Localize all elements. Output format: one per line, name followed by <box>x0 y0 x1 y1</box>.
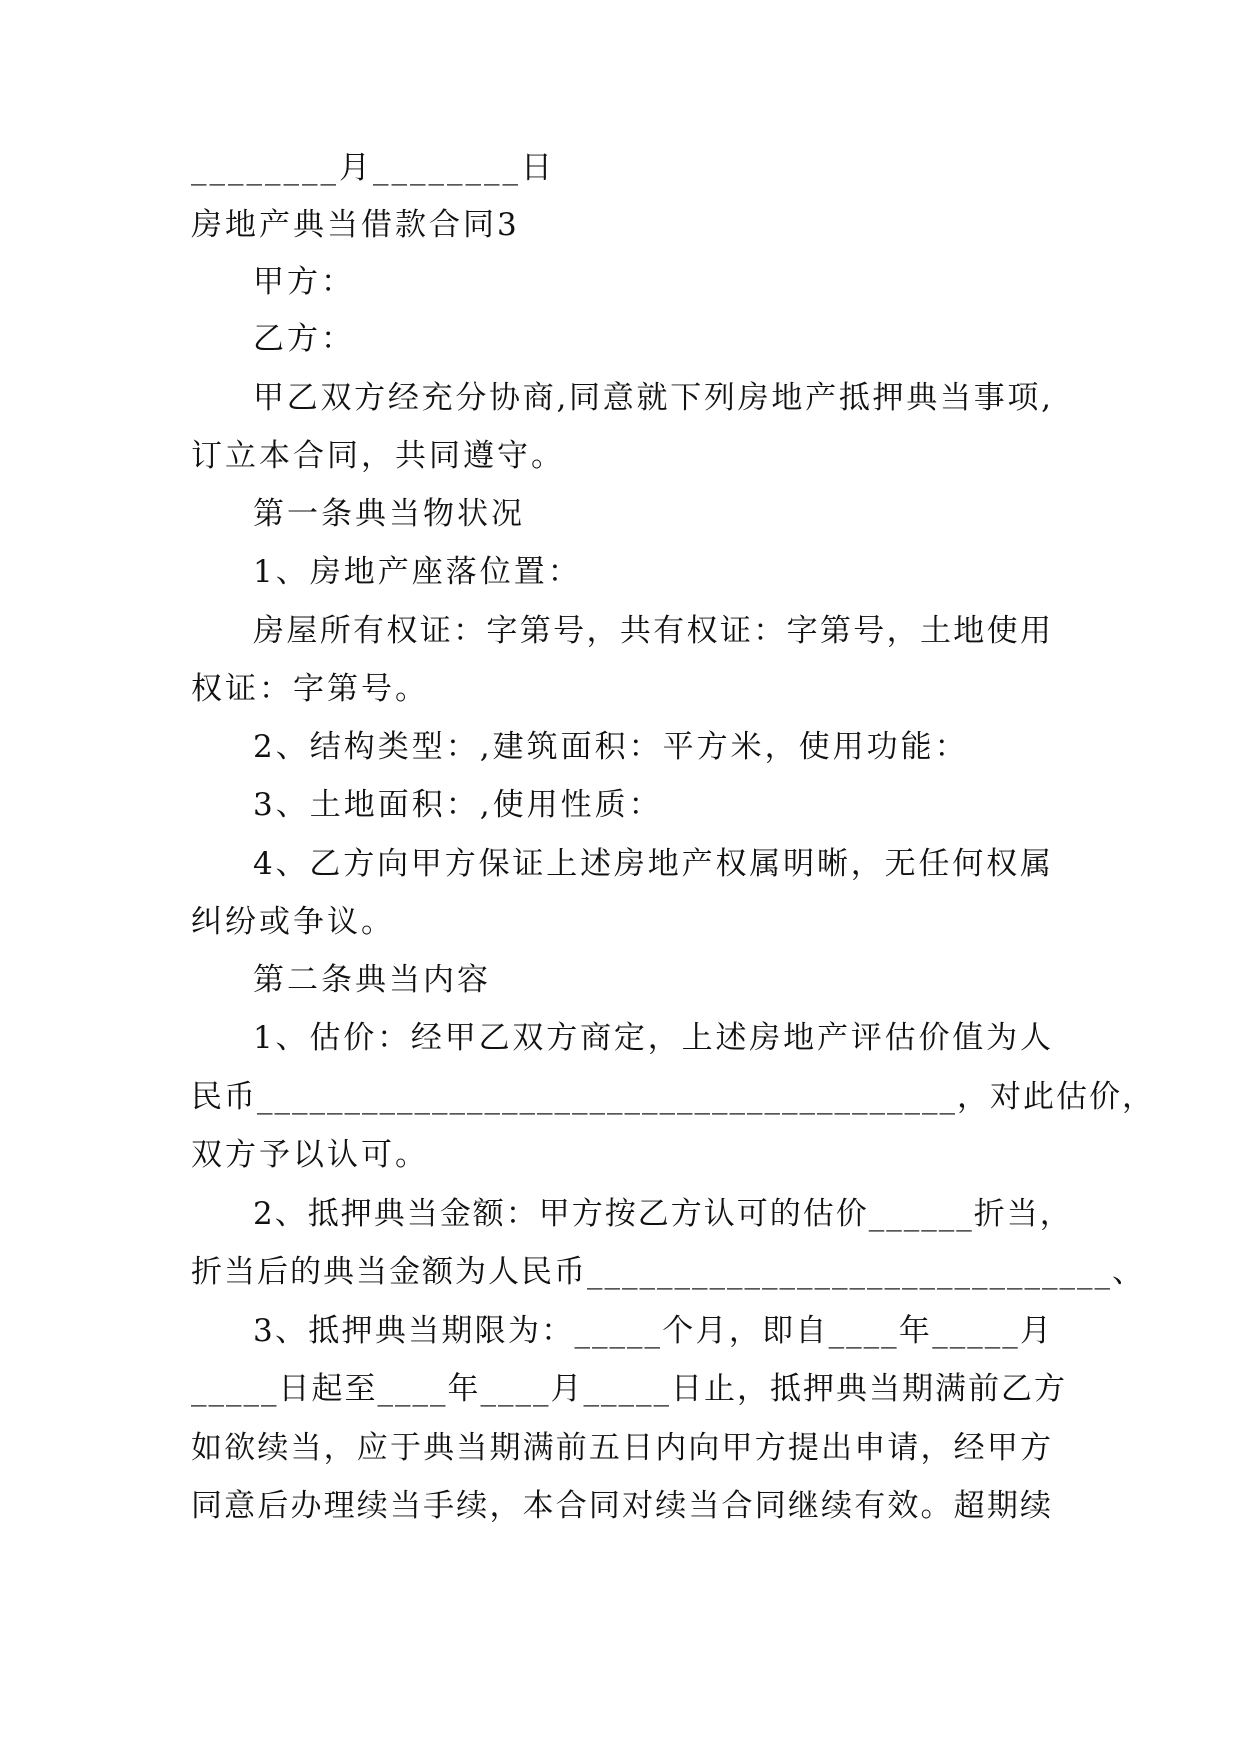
article-heading: 第一条典当物状况 <box>253 496 525 532</box>
clause-line: 3、抵押典当期限为：_____个月，即自____年_____月 <box>253 1313 1053 1349</box>
paragraph-line: 订立本合同，共同遵守。 <box>191 438 565 474</box>
clause-line: 纠纷或争议。 <box>191 904 395 940</box>
clause-line: 双方予以认可。 <box>191 1137 429 1173</box>
clause-line: 1、估价：经甲乙双方商定，上述房地产评估价值为人 <box>253 1020 1053 1056</box>
article-heading: 第二条典当内容 <box>253 962 491 998</box>
clause-line: 折当后的典当金额为人民币______________________________、 <box>191 1254 1145 1290</box>
clause-line: 1、房地产座落位置： <box>253 554 582 590</box>
document-title: 房地产典当借款合同3 <box>191 207 520 243</box>
month-label: 月 <box>339 150 373 186</box>
clause-line: 房屋所有权证：字第号，共有权证：字第号，土地使用 <box>253 613 1053 649</box>
clause-line: 如欲续当，应于典当期满前五日内向甲方提出申请，经甲方 <box>191 1430 1053 1466</box>
clause-line: 民币________________________________________，对此估价， <box>191 1079 1155 1115</box>
clause-line: 3、土地面积：,使用性质： <box>253 787 663 823</box>
clause-line: 同意后办理续当手续，本合同对续当合同继续有效。超期续 <box>191 1488 1053 1524</box>
paragraph-line: 甲乙双方经充分协商,同意就下列房地产抵押典当事项, <box>253 380 1053 416</box>
clause-line: 4、乙方向甲方保证上述房地产权属明晰，无任何权属 <box>253 846 1053 882</box>
clause-line: 权证：字第号。 <box>191 671 429 707</box>
clause-line: 2、抵押典当金额：甲方按乙方认可的估价______折当， <box>253 1196 1073 1232</box>
clause-line: 2、结构类型：,建筑面积：平方米，使用功能： <box>253 729 969 765</box>
month-blank: ________ <box>191 150 339 186</box>
party-a-line: 甲方： <box>253 264 355 300</box>
day-label: 日 <box>521 150 555 186</box>
clause-line: _____日起至____年____月_____日止，抵押典当期满前乙方 <box>191 1371 1067 1407</box>
date-line <box>191 148 1053 188</box>
party-b-line: 乙方： <box>253 321 355 357</box>
day-blank: ________ <box>373 150 521 186</box>
